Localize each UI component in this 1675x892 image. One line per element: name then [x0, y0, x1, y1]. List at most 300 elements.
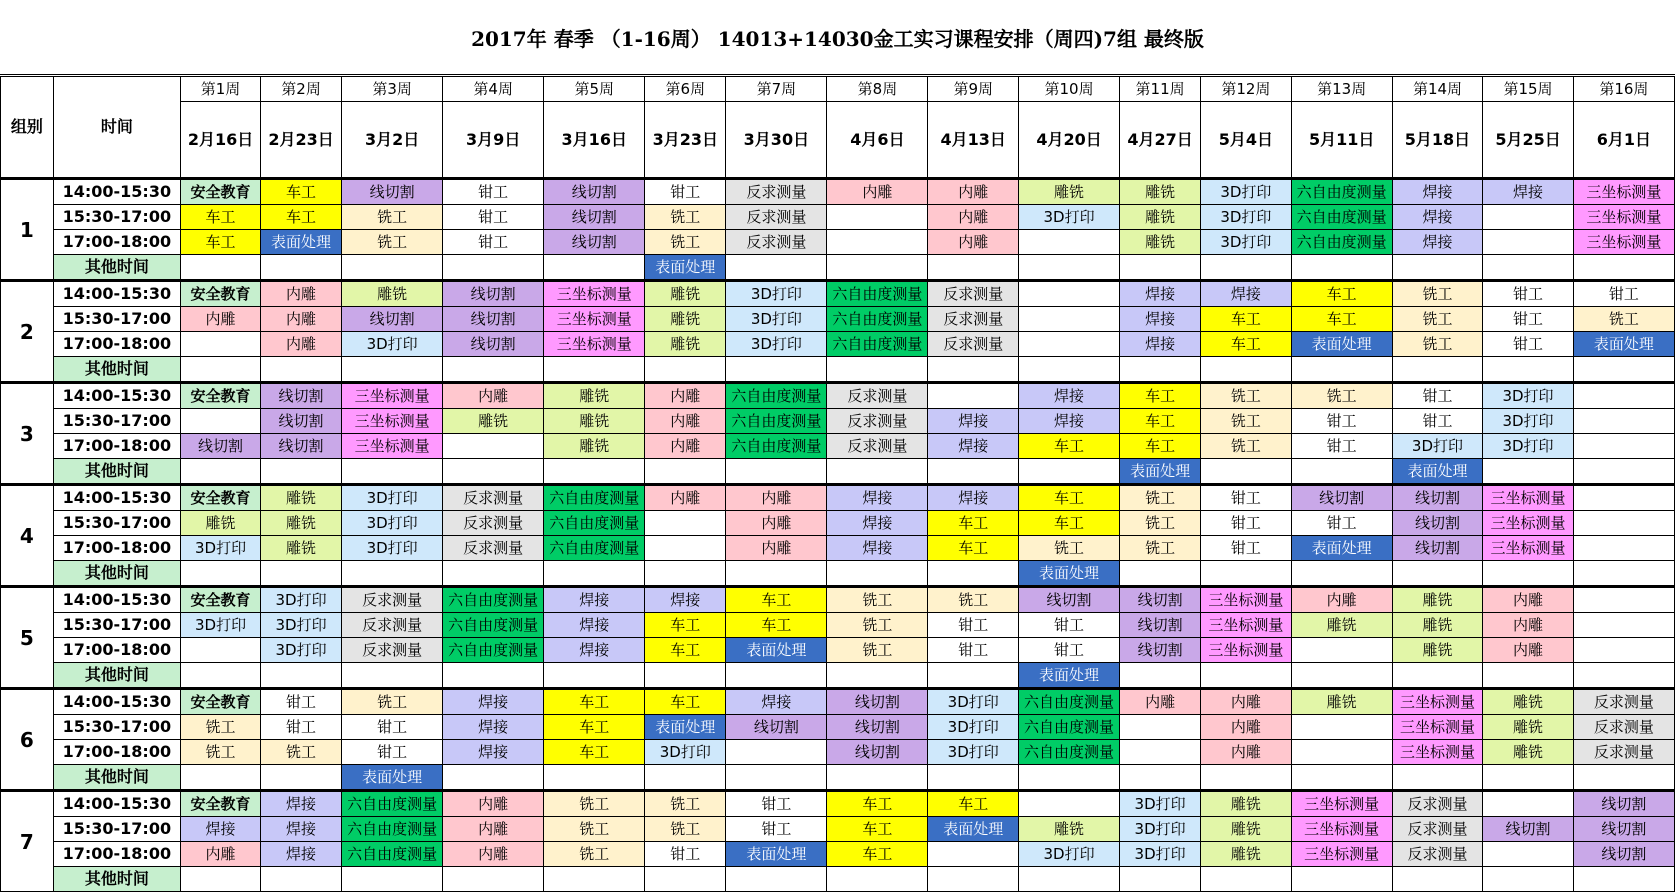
- table-row: [1, 587, 1675, 613]
- schedule-cell: [1392, 255, 1483, 281]
- schedule-cell: 六自由度测量: [827, 281, 928, 307]
- table-row: [1, 663, 1675, 689]
- schedule-cell: 雕铣: [1483, 715, 1574, 740]
- schedule-cell: 表面处理: [726, 638, 827, 663]
- schedule-cell: [726, 561, 827, 587]
- schedule-cell: 三坐标测量: [544, 332, 645, 357]
- schedule-cell: 雕铣: [443, 409, 544, 434]
- date-header: 4月27日: [1120, 102, 1201, 179]
- time-slot: 15:30-17:00: [53, 613, 180, 638]
- schedule-cell: 雕铣: [1483, 740, 1574, 765]
- schedule-cell: 线切割: [1392, 485, 1483, 511]
- schedule-cell: 铣工: [261, 740, 342, 765]
- schedule-cell: [928, 561, 1019, 587]
- schedule-cell: 3D打印: [1483, 409, 1574, 434]
- schedule-cell: 安全教育: [181, 281, 261, 307]
- schedule-cell: 3D打印: [342, 536, 443, 561]
- schedule-cell: 雕铣: [1019, 817, 1120, 842]
- schedule-cell: 雕铣: [1201, 817, 1292, 842]
- schedule-cell: 铣工: [1120, 485, 1201, 511]
- schedule-cell: [261, 357, 342, 383]
- table-row: [1, 281, 1675, 307]
- schedule-cell: 铣工: [827, 613, 928, 638]
- schedule-cell: [645, 765, 726, 791]
- schedule-cell: 线切割: [827, 740, 928, 765]
- schedule-cell: 线切割: [1392, 536, 1483, 561]
- schedule-cell: 3D打印: [261, 638, 342, 663]
- schedule-cell: 表面处理: [1120, 459, 1201, 485]
- schedule-cell: 车工: [544, 740, 645, 765]
- schedule-cell: 车工: [1120, 383, 1201, 409]
- table-row: [1, 817, 1675, 842]
- schedule-cell: 反求测量: [342, 638, 443, 663]
- schedule-cell: 线切割: [544, 230, 645, 255]
- schedule-cell: 六自由度测量: [443, 638, 544, 663]
- week-header: 第11周: [1120, 77, 1201, 102]
- other-time-label: 其他时间: [53, 867, 180, 892]
- schedule-cell: [443, 434, 544, 459]
- schedule-cell: 铣工: [342, 205, 443, 230]
- schedule-cell: 内雕: [726, 536, 827, 561]
- schedule-cell: [1120, 867, 1201, 892]
- schedule-cell: 线切割: [1573, 842, 1674, 867]
- schedule-cell: 线切割: [1573, 817, 1674, 842]
- schedule-cell: 六自由度测量: [1291, 205, 1392, 230]
- schedule-cell: 内雕: [261, 281, 342, 307]
- schedule-cell: 车工: [1019, 485, 1120, 511]
- schedule-cell: [1483, 765, 1574, 791]
- schedule-cell: 焊接: [827, 485, 928, 511]
- schedule-cell: [1291, 740, 1392, 765]
- schedule-cell: 3D打印: [726, 307, 827, 332]
- schedule-cell: 反求测量: [726, 205, 827, 230]
- schedule-cell: [1483, 255, 1574, 281]
- time-header: 时间: [53, 77, 180, 179]
- schedule-cell: 铣工: [827, 638, 928, 663]
- date-header: 5月18日: [1392, 102, 1483, 179]
- schedule-cell: [726, 255, 827, 281]
- schedule-cell: 车工: [645, 638, 726, 663]
- schedule-cell: 铣工: [1201, 434, 1292, 459]
- schedule-cell: 表面处理: [928, 817, 1019, 842]
- schedule-cell: [1483, 791, 1574, 817]
- schedule-cell: 铣工: [645, 205, 726, 230]
- schedule-cell: 反求测量: [928, 332, 1019, 357]
- schedule-cell: [443, 765, 544, 791]
- schedule-cell: [726, 357, 827, 383]
- schedule-cell: 内雕: [928, 230, 1019, 255]
- week-header: 第4周: [443, 77, 544, 102]
- schedule-cell: 线切割: [544, 205, 645, 230]
- schedule-cell: [342, 459, 443, 485]
- schedule-cell: 车工: [1120, 409, 1201, 434]
- schedule-cell: [1573, 561, 1674, 587]
- schedule-cell: 内雕: [928, 179, 1019, 205]
- schedule-cell: [544, 765, 645, 791]
- schedule-cell: [181, 867, 261, 892]
- schedule-cell: 3D打印: [181, 536, 261, 561]
- time-slot: 14:00-15:30: [53, 179, 180, 205]
- schedule-cell: 安全教育: [181, 485, 261, 511]
- schedule-cell: 内雕: [1201, 740, 1292, 765]
- schedule-cell: 六自由度测量: [342, 817, 443, 842]
- schedule-cell: 表面处理: [1392, 459, 1483, 485]
- schedule-cell: 安全教育: [181, 179, 261, 205]
- schedule-cell: [726, 459, 827, 485]
- schedule-cell: [645, 867, 726, 892]
- schedule-cell: [1392, 663, 1483, 689]
- schedule-cell: 表面处理: [1291, 332, 1392, 357]
- schedule-cell: 3D打印: [1201, 230, 1292, 255]
- group-number: 2: [1, 281, 54, 383]
- schedule-cell: [1573, 536, 1674, 561]
- schedule-cell: 焊接: [443, 689, 544, 715]
- date-header: 4月20日: [1019, 102, 1120, 179]
- schedule-cell: [1019, 867, 1120, 892]
- schedule-cell: [181, 765, 261, 791]
- schedule-cell: 车工: [1201, 332, 1292, 357]
- schedule-cell: 3D打印: [1120, 817, 1201, 842]
- table-row: [1, 689, 1675, 715]
- schedule-cell: [544, 663, 645, 689]
- schedule-cell: 反求测量: [928, 307, 1019, 332]
- schedule-cell: 三坐标测量: [342, 409, 443, 434]
- schedule-cell: 线切割: [827, 715, 928, 740]
- schedule-cell: 铣工: [827, 587, 928, 613]
- schedule-cell: [726, 765, 827, 791]
- schedule-cell: 焊接: [1392, 179, 1483, 205]
- schedule-cell: [181, 332, 261, 357]
- schedule-cell: [181, 255, 261, 281]
- schedule-cell: [827, 663, 928, 689]
- schedule-cell: 线切割: [261, 434, 342, 459]
- schedule-cell: 安全教育: [181, 587, 261, 613]
- schedule-cell: 内雕: [1201, 689, 1292, 715]
- schedule-cell: 焊接: [443, 740, 544, 765]
- schedule-cell: [1201, 867, 1292, 892]
- schedule-cell: 雕铣: [261, 485, 342, 511]
- week-header: 第7周: [726, 77, 827, 102]
- schedule-cell: [645, 561, 726, 587]
- schedule-cell: [342, 867, 443, 892]
- schedule-cell: 内雕: [181, 307, 261, 332]
- time-slot: 15:30-17:00: [53, 817, 180, 842]
- date-header: 5月25日: [1483, 102, 1574, 179]
- schedule-cell: [1483, 205, 1574, 230]
- table-row: [1, 536, 1675, 561]
- schedule-cell: [827, 205, 928, 230]
- schedule-cell: [1573, 383, 1674, 409]
- schedule-cell: 焊接: [1483, 179, 1574, 205]
- schedule-cell: 表面处理: [1019, 663, 1120, 689]
- schedule-cell: 三坐标测量: [1201, 638, 1292, 663]
- table-row: [1, 255, 1675, 281]
- schedule-cell: [261, 561, 342, 587]
- schedule-cell: 焊接: [261, 791, 342, 817]
- schedule-cell: 钳工: [1019, 638, 1120, 663]
- time-slot: 17:00-18:00: [53, 740, 180, 765]
- schedule-cell: [928, 663, 1019, 689]
- other-time-label: 其他时间: [53, 459, 180, 485]
- date-header: 3月16日: [544, 102, 645, 179]
- schedule-cell: 线切割: [443, 307, 544, 332]
- schedule-cell: 三坐标测量: [342, 434, 443, 459]
- schedule-cell: 雕铣: [645, 332, 726, 357]
- schedule-cell: 焊接: [443, 715, 544, 740]
- schedule-cell: [645, 663, 726, 689]
- schedule-cell: 3D打印: [1019, 205, 1120, 230]
- schedule-cell: [645, 357, 726, 383]
- schedule-cell: 3D打印: [1120, 842, 1201, 867]
- schedule-cell: 三坐标测量: [1291, 842, 1392, 867]
- schedule-cell: 雕铣: [1201, 842, 1292, 867]
- schedule-cell: 焊接: [1120, 281, 1201, 307]
- schedule-cell: 3D打印: [645, 740, 726, 765]
- schedule-cell: 三坐标测量: [1483, 485, 1574, 511]
- schedule-cell: 焊接: [827, 511, 928, 536]
- schedule-cell: 钳工: [342, 715, 443, 740]
- schedule-cell: 3D打印: [342, 511, 443, 536]
- schedule-cell: 雕铣: [1120, 205, 1201, 230]
- schedule-cell: [645, 536, 726, 561]
- schedule-cell: [544, 357, 645, 383]
- schedule-cell: [544, 867, 645, 892]
- schedule-cell: 六自由度测量: [342, 842, 443, 867]
- schedule-cell: 内雕: [443, 383, 544, 409]
- schedule-cell: 车工: [827, 842, 928, 867]
- schedule-cell: 焊接: [928, 434, 1019, 459]
- schedule-cell: 雕铣: [342, 281, 443, 307]
- schedule-cell: 铣工: [1573, 307, 1674, 332]
- schedule-cell: 线切割: [726, 715, 827, 740]
- schedule-cell: 线切割: [342, 307, 443, 332]
- other-time-label: 其他时间: [53, 561, 180, 587]
- schedule-cell: [928, 459, 1019, 485]
- schedule-cell: 表面处理: [261, 230, 342, 255]
- schedule-cell: 六自由度测量: [544, 511, 645, 536]
- date-header: 3月30日: [726, 102, 827, 179]
- schedule-cell: 内雕: [726, 485, 827, 511]
- schedule-cell: 三坐标测量: [1201, 587, 1292, 613]
- schedule-cell: 三坐标测量: [1573, 205, 1674, 230]
- schedule-cell: 焊接: [1019, 383, 1120, 409]
- table-row: [1, 383, 1675, 409]
- schedule-cell: 安全教育: [181, 383, 261, 409]
- schedule-cell: 焊接: [645, 587, 726, 613]
- schedule-cell: 车工: [928, 791, 1019, 817]
- schedule-cell: [1291, 638, 1392, 663]
- schedule-cell: [928, 867, 1019, 892]
- schedule-cell: 铣工: [1201, 409, 1292, 434]
- schedule-cell: 六自由度测量: [443, 613, 544, 638]
- schedule-cell: [1573, 485, 1674, 511]
- schedule-cell: 焊接: [261, 842, 342, 867]
- schedule-cell: [1392, 867, 1483, 892]
- schedule-cell: 反求测量: [443, 485, 544, 511]
- schedule-cell: 内雕: [443, 817, 544, 842]
- schedule-cell: 铣工: [1019, 536, 1120, 561]
- schedule-cell: 内雕: [928, 205, 1019, 230]
- schedule-cell: 焊接: [1392, 205, 1483, 230]
- schedule-cell: 车工: [645, 689, 726, 715]
- schedule-cell: [1483, 663, 1574, 689]
- schedule-cell: 铣工: [342, 230, 443, 255]
- schedule-cell: 车工: [181, 205, 261, 230]
- schedule-cell: 三坐标测量: [1201, 613, 1292, 638]
- schedule-cell: 钳工: [1483, 281, 1574, 307]
- schedule-cell: 3D打印: [928, 689, 1019, 715]
- schedule-cell: [1291, 663, 1392, 689]
- schedule-cell: [1483, 561, 1574, 587]
- schedule-cell: 雕铣: [1120, 179, 1201, 205]
- schedule-cell: 铣工: [1392, 332, 1483, 357]
- schedule-cell: 内雕: [827, 179, 928, 205]
- week-header: 第8周: [827, 77, 928, 102]
- schedule-cell: 雕铣: [1392, 638, 1483, 663]
- schedule-cell: [1291, 561, 1392, 587]
- schedule-cell: [827, 255, 928, 281]
- schedule-cell: 车工: [1019, 511, 1120, 536]
- date-header: 2月23日: [261, 102, 342, 179]
- schedule-cell: 钳工: [928, 613, 1019, 638]
- schedule-cell: [1573, 357, 1674, 383]
- schedule-cell: 三坐标测量: [1392, 715, 1483, 740]
- schedule-cell: [726, 740, 827, 765]
- schedule-cell: 铣工: [1120, 536, 1201, 561]
- schedule-cell: [1019, 307, 1120, 332]
- week-header: 第9周: [928, 77, 1019, 102]
- schedule-cell: 钳工: [928, 638, 1019, 663]
- schedule-cell: [1291, 765, 1392, 791]
- time-slot: 17:00-18:00: [53, 332, 180, 357]
- week-header: 第15周: [1483, 77, 1574, 102]
- schedule-cell: 反求测量: [726, 230, 827, 255]
- schedule-cell: 线切割: [544, 179, 645, 205]
- schedule-cell: [1019, 332, 1120, 357]
- schedule-cell: [443, 867, 544, 892]
- schedule-cell: 焊接: [261, 817, 342, 842]
- schedule-cell: [928, 765, 1019, 791]
- schedule-cell: 内雕: [261, 332, 342, 357]
- other-time-label: 其他时间: [53, 255, 180, 281]
- schedule-cell: 铣工: [181, 715, 261, 740]
- week-header: 第13周: [1291, 77, 1392, 102]
- schedule-cell: 反求测量: [1392, 791, 1483, 817]
- sheet-title: 2017年 春季 （1-16周） 14013+14030金工实习课程安排（周四)7组 最终版: [0, 0, 1675, 75]
- schedule-cell: 内雕: [645, 434, 726, 459]
- schedule-cell: 钳工: [1019, 613, 1120, 638]
- schedule-cell: [181, 409, 261, 434]
- schedule-cell: 雕铣: [1019, 179, 1120, 205]
- week-header: 第3周: [342, 77, 443, 102]
- schedule-cell: 内雕: [726, 511, 827, 536]
- schedule-cell: 内雕: [1483, 587, 1574, 613]
- schedule-cell: 铣工: [1392, 281, 1483, 307]
- other-time-label: 其他时间: [53, 357, 180, 383]
- week-header: 第10周: [1019, 77, 1120, 102]
- schedule-cell: 反求测量: [1573, 689, 1674, 715]
- schedule-cell: 六自由度测量: [1019, 715, 1120, 740]
- schedule-cell: [928, 255, 1019, 281]
- schedule-cell: 铣工: [1291, 383, 1392, 409]
- schedule-cell: 内雕: [1120, 689, 1201, 715]
- schedule-cell: 线切割: [827, 689, 928, 715]
- schedule-cell: [443, 663, 544, 689]
- schedule-cell: 内雕: [1483, 613, 1574, 638]
- schedule-cell: [342, 357, 443, 383]
- schedule-cell: 3D打印: [928, 715, 1019, 740]
- schedule-cell: [1291, 715, 1392, 740]
- schedule-cell: 六自由度测量: [726, 409, 827, 434]
- schedule-cell: 三坐标测量: [1392, 689, 1483, 715]
- schedule-cell: 铣工: [645, 817, 726, 842]
- date-header: 3月9日: [443, 102, 544, 179]
- schedule-cell: [928, 842, 1019, 867]
- schedule-cell: 钳工: [443, 205, 544, 230]
- schedule-cell: 车工: [181, 230, 261, 255]
- time-slot: 15:30-17:00: [53, 715, 180, 740]
- table-row: [1, 638, 1675, 663]
- table-row: [1, 715, 1675, 740]
- schedule-cell: 钳工: [1201, 536, 1292, 561]
- schedule-cell: 线切割: [1483, 817, 1574, 842]
- schedule-cell: [544, 561, 645, 587]
- schedule-cell: 雕铣: [1392, 613, 1483, 638]
- schedule-cell: 钳工: [443, 179, 544, 205]
- schedule-cell: 焊接: [726, 689, 827, 715]
- schedule-cell: 车工: [645, 613, 726, 638]
- schedule-cell: 焊接: [1120, 332, 1201, 357]
- schedule-cell: 3D打印: [1201, 205, 1292, 230]
- schedule-cell: [181, 459, 261, 485]
- schedule-cell: [1019, 281, 1120, 307]
- schedule-cell: [1573, 511, 1674, 536]
- schedule-cell: 三坐标测量: [1291, 817, 1392, 842]
- schedule-cell: 钳工: [1392, 383, 1483, 409]
- schedule-cell: 三坐标测量: [1483, 536, 1574, 561]
- schedule-cell: [1291, 255, 1392, 281]
- schedule-cell: 雕铣: [1201, 791, 1292, 817]
- time-slot: 14:00-15:30: [53, 791, 180, 817]
- schedule-cell: 雕铣: [1291, 613, 1392, 638]
- schedule-cell: 车工: [726, 613, 827, 638]
- schedule-cell: 钳工: [726, 817, 827, 842]
- schedule-cell: 三坐标测量: [1392, 740, 1483, 765]
- week-header: 第14周: [1392, 77, 1483, 102]
- schedule-cell: 三坐标测量: [1573, 179, 1674, 205]
- schedule-cell: [1120, 663, 1201, 689]
- schedule-cell: 内雕: [645, 485, 726, 511]
- schedule-cell: [827, 357, 928, 383]
- schedule-cell: 六自由度测量: [726, 434, 827, 459]
- schedule-cell: [1120, 255, 1201, 281]
- schedule-cell: 表面处理: [342, 765, 443, 791]
- time-slot: 17:00-18:00: [53, 434, 180, 459]
- schedule-cell: 线切割: [1291, 485, 1392, 511]
- schedule-cell: [1573, 765, 1674, 791]
- schedule-cell: 表面处理: [645, 715, 726, 740]
- schedule-cell: [1291, 357, 1392, 383]
- schedule-cell: 反求测量: [1392, 817, 1483, 842]
- schedule-cell: 线切割: [342, 179, 443, 205]
- schedule-cell: 铣工: [181, 740, 261, 765]
- schedule-cell: [1392, 357, 1483, 383]
- schedule-cell: 车工: [928, 511, 1019, 536]
- schedule-cell: 车工: [261, 179, 342, 205]
- schedule-cell: 反求测量: [342, 587, 443, 613]
- schedule-cell: [1019, 765, 1120, 791]
- schedule-cell: 内雕: [645, 409, 726, 434]
